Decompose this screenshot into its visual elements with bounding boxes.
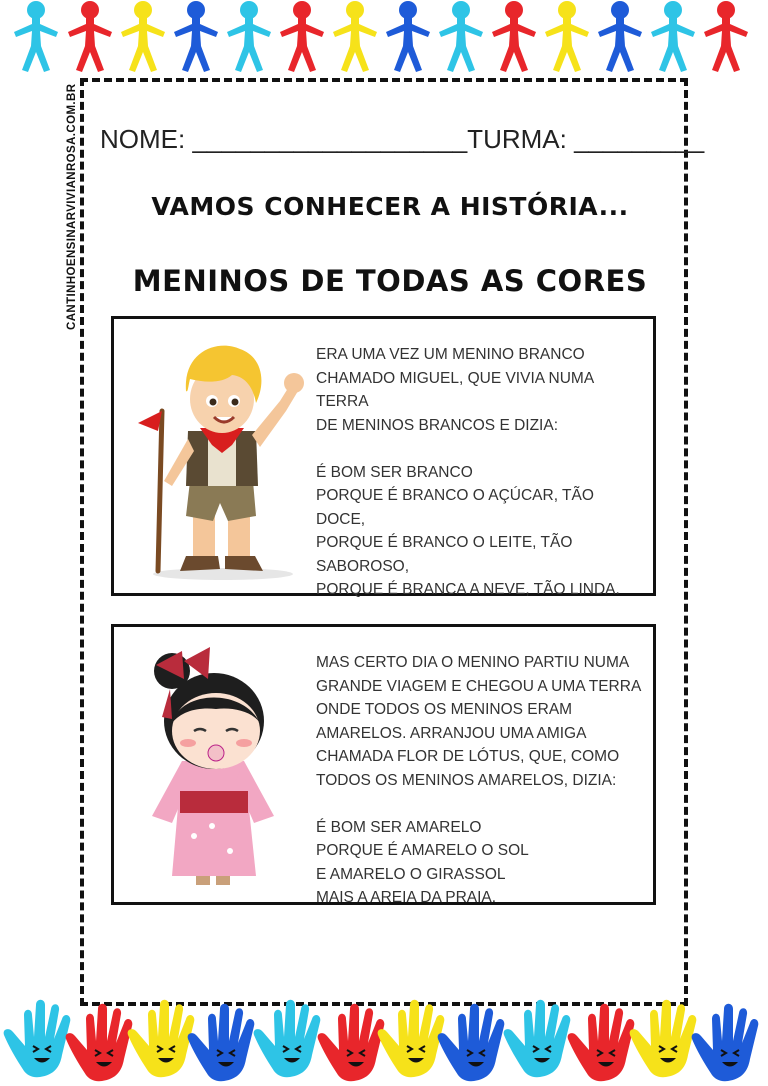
paper-people-border (0, 0, 768, 80)
story-text-2: MAS CERTO DIA O MENINO PARTIU NUMA GRANDE VIAGEM E CHEGOU A UMA TERRA ONDE TODOS OS MENINOS ERAM AMARELOS. ARRANJOU UMA AMIGA CHAMADA FLOR DE LÓTUS, QUE, COMO TODOS OS MENINOS AMARELOS, DIZIA: É BOM SER AMARELO PORQUE É AMARELO O SOL E AMARELO O GIRASSOL MAIS A AREIA DA PRAIA. (316, 654, 642, 906)
smiling-hand-icons (4, 1000, 759, 1081)
name-class-field: NOME: ___________________TURMA: _________ (100, 124, 705, 154)
smiling-hands-border (0, 995, 768, 1086)
story-text-1: ERA UMA VEZ UM MENINO BRANCO CHAMADO MIGUEL, QUE VIVIA NUMA TERRA DE MENINOS BRANCOS E DIZIA: É BOM SER BRANCO PORQUE É BRANCO O AÇÚCAR, TÃO DOCE, PORQUE É BRANCO O LEITE, TÃO SABOROSO, PORQUE É BRANCA A NEVE, TÃO LINDA. (316, 346, 620, 598)
story-box-1 (111, 316, 656, 596)
side-url: CANTINHOENSINARVIVIANROSA.COM.BR (66, 83, 78, 330)
boy-scout-illustration (128, 331, 313, 581)
girl-kimono-illustration (132, 631, 302, 893)
paper-people-icons (14, 1, 748, 72)
page-title: VAMOS CONHECER A HISTÓRIA... (151, 192, 629, 221)
story-title: MENINOS DE TODAS AS CORES (132, 264, 648, 298)
story-box-2 (111, 624, 656, 905)
